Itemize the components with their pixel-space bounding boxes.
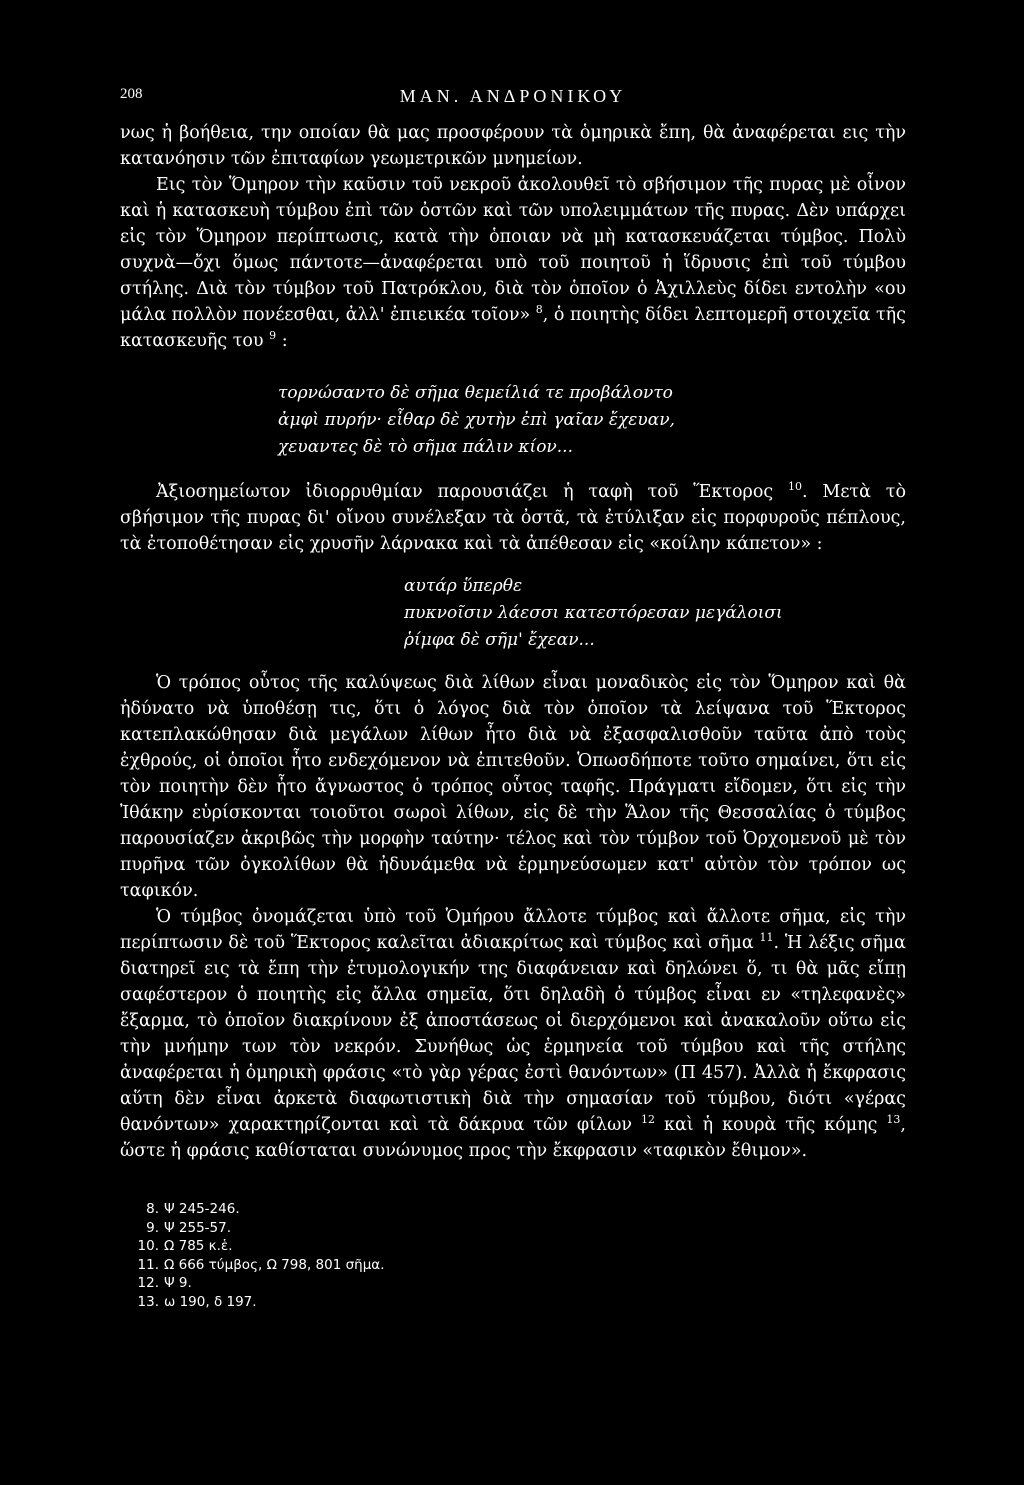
paragraph-1: νως ἡ βοήθεια, την οποίαν θὰ μας προσφέρουν τὰ ὁμηρικὰ ἔπη, θὰ ἀναφέρεται εις τὴν κατανόησιν τῶν ἐπιταφίων γεωμετρικῶν μνημείων. (120, 123, 906, 169)
page-header (120, 80, 906, 120)
paragraph-3 (120, 479, 906, 557)
paragraph-5 (120, 904, 906, 1164)
paragraph-2-end: : (276, 331, 288, 351)
paragraph-4: Ὁ τρόπος οὗτος τῆς καλύψεως διὰ λίθων εἶναι μοναδικὸς εἰς τὸν Ὅμηρον καὶ θὰ ἠδύνατο νὰ ὑποθέσῃ τις, ὅτι ὁ λόγος διὰ τὸν ὁποῖον τὰ λείψανα τοῦ Ἕκτορος κατεπλακώθησαν διὰ μεγάλων λίθων ἦτο διὰ νὰ ἐξασφαλισθοῦν ταῦτα ἀπὸ τοὺς ἐχθρούς, οἱ ὁποῖοι ἦτο ενδεχόμενον νὰ ἐπιτεθοῦν. Ὁπωσδήποτε τοῦτο σημαίνει, ὅτι εἰς τὸν ποιητὴν δὲν ἦτο ἄγνωστος ὁ τρόπος οὗτος ταφῆς. Πράγματι εἴδομεν, ὅτι εἰς τὴν Ἰθάκην εὑρίσκονται τοιοῦτοι σωροὶ λίθων, εἰς δὲ τὴν Ἅλον τῆς Θεσσαλίας ὁ τύμβος παρουσίαζεν ἀκριβῶς τὴν μορφὴν ταύτην· τέλος καὶ τὸν τύμβον τοῦ Ὀρχομενοῦ μὲ τὸν πυρῆνα τῶν ὀγκολίθων θὰ ἠδυνάμεθα νὰ ἑρμηνεύσωμεν κατ' αὐτὸν τὸν τρόπον ως ταφικόν. (120, 673, 906, 901)
footnote-text: Ω 785 κ.ἑ. (164, 1238, 233, 1254)
verse-line: ἀμφὶ πυρήν· εἶθαρ δὲ χυτὴν ἐπὶ γαῖαν ἔχευαν, (278, 410, 675, 430)
paragraph-5-text: Ὁ τύμβος ὀνομάζεται ὑπὸ τοῦ Ὁμήρου ἄλλοτε τύμβος καὶ ἄλλοτε σῆμα, εἰς τὴν περίπτωσιν δὲ τοῦ Ἕκτορος καλεῖται ἀδιακρίτως καὶ τύμβος καὶ σῆμα (120, 907, 906, 953)
footnote (132, 1274, 906, 1293)
footnote-ref-10: 10 (788, 480, 803, 494)
footnote (132, 1200, 906, 1219)
footnote-ref-8: 8 (535, 303, 543, 317)
footnote-text: Ω 666 τύμβος, Ω 798, 801 σῆμα. (164, 1256, 385, 1273)
paragraph-5-cont: Ἡ λέξις σῆμα διατηρεῖ εις τὰ ἔπη τὴν ἐτυμολογικήν της διαφάνειαν καὶ δηλώνει ὅ, τι θὰ μᾶς εἴπῃ σαφέστερον ὁ ποιητὴς εἰς ἄλλα σημεῖα, ὅτι δηλαδὴ ὁ τύμβος εἶναι εν «τηλεφανὲς» ἔξαρμα, τὸ ὁποῖον διακρίνουν ἐξ ἀποστάσεως οἱ διερχόμενοι καὶ ἀνακαλοῦν οὕτω εἰς τὴν μνήμην των τὸν νεκρόν. Συνήθως ὡς ἑρμηνεία τοῦ τύμβου καὶ τῆς στήλης ἀναφέρεται ἡ ὁμηρικὴ φράσις «τὸ γὰρ γέρας ἐστὶ θανόντων» (Π 457). Ἀλλὰ ἡ ἔκφρασις αὕτη δὲν εἶναι ἀρκετὰ διαφωτιστικὴ διὰ τὴν σημασίαν τοῦ τύμβου, διότι «γέρας θανόντων» χαρακτηρίζονται καὶ τὰ δάκρυα τῶν φίλων (120, 933, 906, 1135)
footnote-number: 10. (137, 1238, 159, 1254)
footnote-text: Ψ 9. (164, 1275, 192, 1291)
paragraph-2-text: Εις τὸν Ὅμηρον τὴν καῦσιν τοῦ νεκροῦ ἀκολουθεῖ τὸ σβήσιμον τῆς πυρας μὲ οἶνον καὶ ἡ κατασκευὴ τύμβου ἐπὶ τῶν ὀστῶν καὶ τῶν υπολειμμάτων τῆς πυρας. Δὲν υπάρχει εἰς τὸν Ὅμηρον περίπτωσις, κατὰ τὴν ὁποιαν νὰ μὴ κατασκευάζεται τύμβος. Πολὺ συχνὰ—ὄχι ὅμως πάντοτε—ἀναφέρεται υπὸ τοῦ ποιητοῦ ἡ ἵδρυσις ἐπὶ τοῦ τύμβου στήλης. Διὰ τὸν τύμβον τοῦ Πατρόκλου, διὰ τὸν ὁποῖον ὁ Ἀχιλλεὺς δίδει εντολὴν «ου μάλα πολλὸν πονέεσθαι, ἀλλ' ἐπιεικέα τοῖον» (120, 175, 906, 325)
book-page (120, 80, 906, 1311)
running-head: ΜΑΝ. ΑΝΔΡΟΝΙΚΟΥ (399, 86, 627, 106)
footnote-ref-13: 13 (886, 1113, 901, 1127)
footnote-ref-12: 12 (641, 1113, 656, 1127)
footnote (132, 1256, 906, 1275)
footnote-ref-11: 11 (759, 931, 774, 945)
footnote (132, 1293, 906, 1312)
paragraph-3-cont: . Μετὰ τὸ σβήσιμον τῆς πυρας δι' οἴνου συνέλεξαν τὰ ὀστᾶ, τὰ ἐτύλιξαν εἰς πορφυροῦς πέπλους, τὰ ἐτοποθέτησαν εἰς χρυσῆν λάρνακα καὶ τὰ ἀπέθεσαν εἰς «κοίλην κάπετον» : (120, 482, 906, 554)
verse-line: ῥίμφα δὲ σῆμ' ἔχεαν... (404, 630, 595, 650)
footnote-ref-9: 9 (269, 329, 277, 343)
footnote-number: 8. (146, 1201, 159, 1217)
paragraph-3-text: Ἀξιοσημείωτον ἰδιορρυθμίαν παρουσιάζει ἡ ταφὴ τοῦ Ἕκτορος (156, 482, 774, 502)
paragraph-5-end: , ὥστε ἡ φράσις καθίσταται συνώνυμος προς τὴν ἔκφρασιν «ταφικὸν ἔθιμον». (120, 1115, 906, 1161)
footnote (132, 1219, 906, 1238)
verse-line: πυκνοῖσιν λάεσσι κατεστόρεσαν μεγάλοισι (404, 603, 783, 623)
paragraph-5-sep: . (773, 933, 785, 953)
page-number: 208 (120, 86, 143, 102)
verse-line: τορνώσαντο δὲ σῆμα θεμείλιά τε προβάλοντο (278, 383, 673, 403)
verse-line: αυτάρ ὕπερθε (404, 576, 523, 596)
footnote (132, 1237, 906, 1256)
paragraph-2-cont: , ὁ ποιητὴς δίδει λεπτομερῆ στοιχεῖα τῆς κατασκευῆς του (120, 305, 906, 351)
footnote-number: 11. (137, 1256, 159, 1273)
footnote-number: 13. (137, 1293, 159, 1310)
verse-quote-1 (278, 380, 906, 461)
footnote-number: 9. (146, 1219, 159, 1236)
verse-line: χευαντες δὲ τὸ σῆμα πάλιν κίον... (278, 437, 573, 457)
verse-quote-2 (404, 573, 906, 654)
paragraph-5-cont2: καὶ ἡ κουρὰ τῆς κόμης (664, 1115, 878, 1135)
footnote-text: ω 190, δ 197. (164, 1293, 257, 1310)
footnote-text: Ψ 245-246. (164, 1201, 240, 1217)
footnote-number: 12. (137, 1275, 159, 1291)
footnotes (132, 1200, 906, 1311)
paragraph-2 (120, 172, 906, 354)
footnote-text: Ψ 255-57. (164, 1219, 232, 1236)
